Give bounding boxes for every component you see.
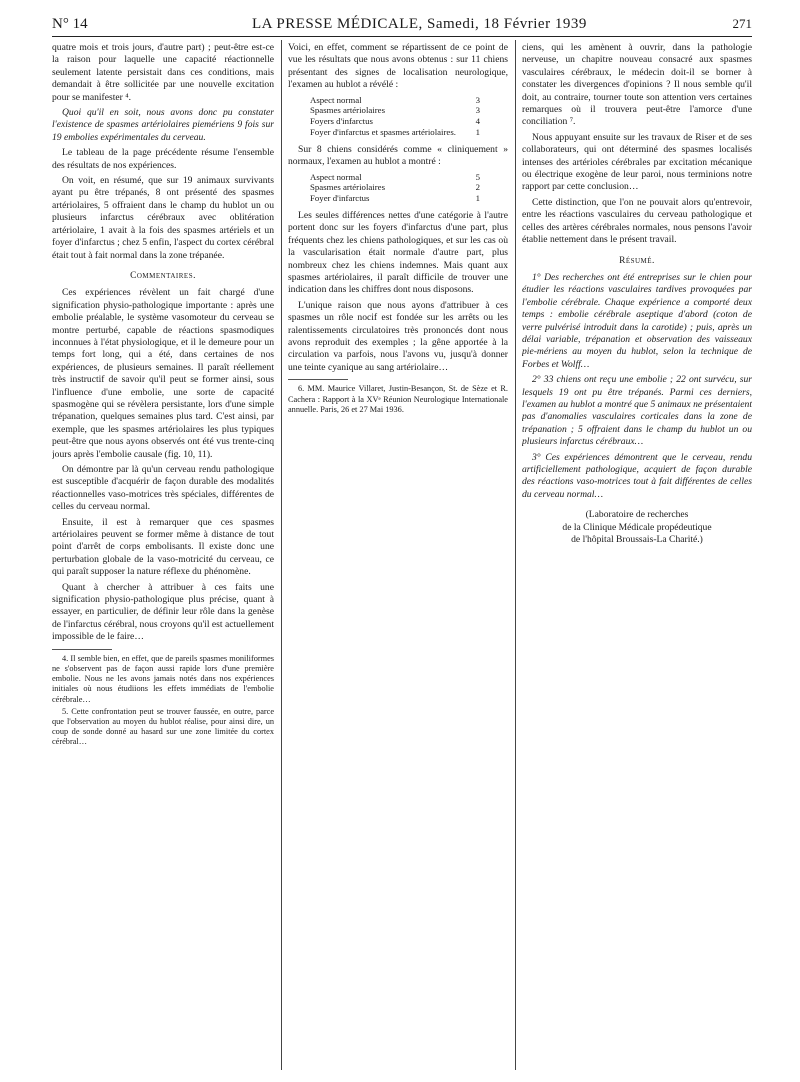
- paragraph: Le tableau de la page précédente résume l'ensemble des résultats de nos expériences.: [52, 147, 274, 171]
- table-row: [310, 172, 480, 183]
- table-label: Foyer d'infarctus: [310, 193, 370, 204]
- table-value: 5: [475, 171, 480, 182]
- summary-paragraph: 2° 33 chiens ont reçu une embolie ; 22 ont survécu, sur lesquels 19 ont pu être trépanés. Parmi ces derniers, l'examen au hublot a montré que 5 animaux ne présentaient pas d'anomalies vasculaires corticales dans la zone de trépanation ; 5 offraient dans le champ du hublot un ou plusieurs infarctus cérébraux…: [522, 374, 752, 448]
- table-label: Spasmes artériolaires: [310, 105, 385, 116]
- summary-paragraph: 1° Des recherches ont été entreprises sur le chien pour étudier les réactions vasculaires tardives provoquées par l'embolie cérébrale. Chaque expérience a comporté deux temps : embolie cérébrale aseptique d'abord (coton de verre pulvérisé introduit dans la carotide) ; puis, après un délai variable, trépanation et observation des vaisseaux pie-mériens au moyen du hublot, selon la technique de Forbes et Wolff…: [522, 271, 752, 370]
- paragraph: ciens, qui les amènent à ouvrir, dans la pathologie nerveuse, un chapitre nouveau consacré aux spasmes vasculaires cérébraux, le médecin doit-il se borner à constater les divergences d'opinions ? Il nous semble qu'il doit, au contraire, tourner toute son attention vers certaines remarques où il trouvera peut-être l'amorce d'une conciliation ⁷.: [522, 42, 752, 128]
- column-divider: [281, 40, 282, 1070]
- table-row: [310, 193, 480, 204]
- footnote-rule: [288, 379, 348, 380]
- column-divider: [515, 40, 516, 1070]
- paragraph: Ces expériences révèlent un fait chargé d'une signification physio-pathologique importante : après une embolie préalable, le système vasomoteur du cerveau se montre perturbé, capable de réactions spasmodiques inconnues à l'état physiologique, et il le demeure pour un temps fort long, qui a été, dans certaines de nos expériences, de plusieurs semaines. Il paraît réellement très instructif de savoir qu'il peut se former ainsi, sous l'influence d'une embolie, une sorte de capacité spasmogène qui se révèlera persistante, lors d'une simple trépanation, quelques semaines plus tard. C'est ainsi, par exemple, que les spasmes artériolaires les plus typiques peut-être que nous ayons observés ont été vus trente-cinq jours après l'embolie causale (fig. 10, 11).: [52, 287, 274, 460]
- table-row: [310, 116, 480, 127]
- footnote: 6. MM. Maurice Villaret, Justin-Besançon, St. de Sèze et R. Cachera : Rapport à la XVᵉ Réunion Neurologique Internationale annuelle. Paris, 26 et 27 Mai 1936.: [288, 384, 508, 414]
- table-row: [310, 182, 480, 193]
- paragraph: Sur 8 chiens considérés comme « cliniquement » normaux, l'examen au hublot a montré :: [288, 143, 508, 168]
- table-value: 2: [475, 182, 480, 193]
- table-label: Aspect normal: [310, 94, 362, 105]
- column-left: [52, 42, 274, 1072]
- paragraph: Quoi qu'il en soit, nous avons donc pu constater l'existence de spasmes artériolaires piemériens 9 fois sur 19 embolies expérimentales du cerveau.: [52, 107, 274, 143]
- footnote-rule: [52, 649, 112, 650]
- stats-table-normal: [310, 172, 480, 204]
- paragraph: Quant à chercher à attribuer à ces faits une signification physio-pathologique plus précise, quant à essayer, en particulier, de définir leur rôle dans la genèse de l'infarctus cérébral, nous croyons qu'il est actuellement impossible de le faire…: [52, 581, 274, 643]
- paragraph: Voici, en effet, comment se répartissent de ce point de vue les résultats que nous avons obtenus : sur 11 chiens présentant des signes de localisation neurologique, l'examen au hublot a révélé :: [288, 42, 508, 91]
- table-row: [310, 95, 480, 106]
- table-row: [310, 127, 480, 138]
- header-rule: [52, 36, 752, 37]
- paragraph: quatre mois et trois jours, d'autre part) ; peut-être est-ce la raison pour laquelle une capacité réactionnelle seulement latente persistait dans ces conditions, mais demandait à être sollicitée par une nouvelle excitation pour se manifester ⁴.: [52, 42, 274, 103]
- summary-paragraph: 3° Ces expériences démontrent que le cerveau, rendu artificiellement pathologique, acquiert de façon durable des réactions vaso-motrices tout à fait différentes de celles du cerveau normal…: [522, 451, 752, 500]
- page-number: 271: [732, 16, 752, 31]
- section-heading: Résumé.: [619, 255, 655, 266]
- footnote: 4. Il semble bien, en effet, que de pareils spasmes moniliformes ne s'observent pas de façon aussi rapide lors d'une première embolie. Nous ne les avons jamais notés dans nos expériences initiales où nous étudiions les effets immédiats de l'embolie cérébrale…: [52, 653, 274, 704]
- paragraph: Les seules différences nettes d'une catégorie à l'autre portent donc sur les foyers d'infarctus d'une part, plus fréquents chez les chiens pathologiques, et sur les cas où la vascularisation était normale d'autre part, plus nombreux chez les chiens indemnes. Mais quant aux spasmes artériolaires, il paraît difficile de trouver une indication dans les chiffres dont nous disposons.: [288, 210, 508, 296]
- table-row: [310, 105, 480, 116]
- table-label: Aspect normal: [310, 171, 362, 182]
- signature-line: de l'hôpital Broussais-La Charité.): [571, 534, 703, 546]
- signature-line: (Laboratoire de recherches: [585, 509, 689, 521]
- issue-date: Samedi, 18 Février 1939: [427, 16, 587, 32]
- signature-line: de la Clinique Médicale propédeutique: [562, 521, 712, 533]
- page-header: [52, 16, 752, 38]
- column-right: [522, 42, 752, 1072]
- paragraph: Cette distinction, que l'on ne pouvait alors qu'entrevoir, entre les réactions vasculaires du cerveau pathologique et celles des artères cérébrales normales, nous pensons l'avoir établie nettement dans le présent travail.: [522, 196, 752, 246]
- table-label: Spasmes artériolaires: [310, 182, 385, 193]
- column-middle: [288, 42, 508, 1072]
- stats-table-neuro: [310, 95, 480, 138]
- paragraph: On voit, en résumé, que sur 19 animaux survivants ayant pu être trépanés, 8 ont présenté des spasmes artériolaires, 5 offraient dans le champ du hublot un ou plusieurs infarctus cérébraux avec oblitération artériolaire, 1 avait à la fois des spasmes artériels et un foyer d'infarctus ; chez 5 enfin, l'aspect du cortex cérébral était tout à fait normal dans la zone trépanée.: [52, 175, 274, 261]
- paragraph: L'unique raison que nous ayons d'attribuer à ces spasmes un rôle nocif est fondée sur les arrêts ou les ralentissements circulatoires très prononcés dont nous avons reproduit des exemples ; la gêne apportée à la circulation va parfois, nous l'avons vu, jusqu'à donner une teinte cyanique au sang artériolaire…: [288, 299, 508, 373]
- table-value: 1: [475, 127, 480, 138]
- table-value: 3: [475, 94, 480, 105]
- table-value: 3: [475, 105, 480, 116]
- paragraph: Nous appuyant ensuite sur les travaux de Riser et de ses collaborateurs, qui ont déterminé des spasmes localisés intenses des artérioles cérébrales par excitation mécanique ou électrique exogène de leur paroi, nous terminions notre rapport par cette conclusion…: [522, 131, 752, 193]
- table-value: 4: [475, 116, 480, 127]
- journal-title-line: [252, 16, 587, 33]
- issue-number: N° 14: [52, 16, 88, 32]
- journal-title: LA PRESSE MÉDICALE,: [252, 16, 423, 32]
- paragraph: Ensuite, il est à remarquer que ces spasmes artériolaires peuvent se former même à distance de tout point d'arrêt de corps embolisants. Il existe donc une perturbation globale de la vaso-motricité du cerveau, ce qui paraît supposer la nature réflexe du phénomène.: [52, 516, 274, 578]
- lab-signature: [522, 509, 752, 546]
- table-value: 1: [475, 193, 480, 204]
- section-heading: Commentaires.: [130, 270, 196, 281]
- paragraph: On démontre par là qu'un cerveau rendu pathologique est susceptible d'acquérir de façon durable des modalités réactionnelles vaso-motrices très spéciales, différentes de celles du cerveau normal.: [52, 464, 274, 513]
- table-label: Foyer d'infarctus et spasmes artériolaires.: [310, 127, 456, 138]
- table-label: Foyers d'infarctus: [310, 116, 373, 127]
- footnote: 5. Cette confrontation peut se trouver faussée, en outre, parce que l'observation au moyen du hublot réalise, pour ainsi dire, un coup de sonde donné au hasard sur une zone limitée du cortex cérébral…: [52, 706, 274, 747]
